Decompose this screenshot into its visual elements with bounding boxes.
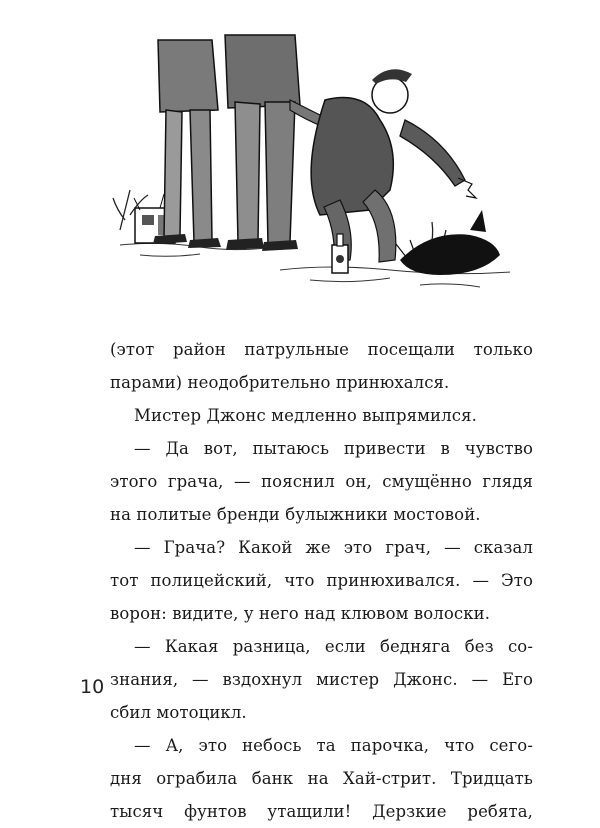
text-line: — А, это небось та парочка, что сего- [134,736,533,755]
text-line: дня ограбила банк на Хай-стрит. Тридцать [110,769,533,788]
illustration [100,30,530,300]
text-line: — Какая разница, если бедняга без со- [134,637,533,656]
mister-jones [311,69,476,262]
text-line: сбил мотоцикл. [110,703,247,722]
text-line: этого грача, — пояснил он, смущённо глядя [110,472,533,491]
text-line: знания, — вздохнул мистер Джонс. — Его [110,670,533,689]
text-line: парами) неодобрительно принюхался. [110,373,450,392]
text-line: Мистер Джонс медленно выпрямился. [134,406,477,425]
text-line: тысяч фунтов утащили! Дерзкие ребята, [110,802,533,821]
text-line: тот полицейский, что принюхивался. — Это [110,571,533,590]
text-line: — Грача? Какой же это грач, — сказал [134,538,533,557]
text-line: на политые бренди булыжники мостовой. [110,505,481,524]
text-line: — Да вот, пытаюсь привести в чувство [134,439,533,458]
story-text [110,333,533,828]
raven [396,210,500,275]
text-line: (этот район патрульные посещали только [110,340,533,359]
page-number: 10 [80,676,105,698]
text-line: ворон: видите, у него над клювом волоски. [110,604,491,623]
